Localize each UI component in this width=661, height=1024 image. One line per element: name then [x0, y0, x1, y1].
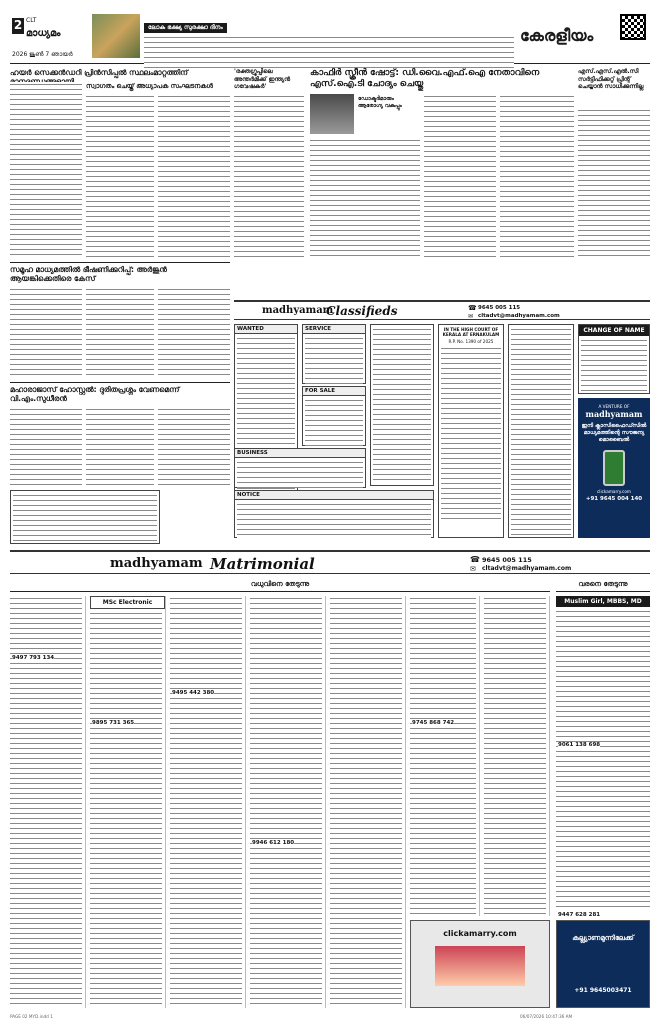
story-text-b: [424, 94, 496, 258]
matrimonial-col-8: [556, 596, 650, 916]
story-principal-transfer: [10, 68, 230, 258]
matrimonial-col-2: [90, 596, 166, 1008]
promo-text: ഇനി ക്ലാസിഫൈഡ്സിൽ മാധ്യമത്തിന്റെ സൗജന്യ മൊബൈൽ: [581, 423, 647, 443]
story-subhead-box: [86, 82, 230, 90]
teaser-text: [144, 35, 514, 69]
classified-for-sale: [302, 386, 366, 446]
masthead: [10, 12, 650, 64]
classified-notice: [234, 490, 434, 538]
teaser-title: ലോക ഭക്ഷ്യ സുരക്ഷാ ദിനം: [144, 23, 227, 33]
phone-icon: ☎: [468, 304, 477, 312]
ad-phone: +91 9645003471: [574, 987, 632, 994]
story-headline: ഹയർ സെക്കൻഡറി പ്രിൻസിപ്പൽ സ്ഥലംമാറ്റത്തിന്: [10, 68, 188, 77]
matrimonial-col-5: [330, 596, 406, 1008]
promo-partner: clickamarry.com: [596, 489, 632, 494]
teaser-box: [144, 14, 514, 58]
story-maharajas: [10, 382, 230, 486]
story-text-a: [310, 138, 420, 258]
matrimonial-phone: 9645 005 115: [482, 556, 532, 564]
matrimonial-banner: [10, 550, 650, 574]
story-text-col2: [86, 94, 154, 258]
promo-brand: madhyamam: [585, 409, 643, 419]
story-photo: [310, 94, 354, 134]
msc-header: MSc Electronic: [90, 596, 165, 609]
story-kafir-screenshot: [234, 68, 574, 258]
section-label: FOR SALE: [303, 387, 365, 396]
matrimonial-col-6: [410, 596, 480, 916]
classifieds-phone: 9645 005 115: [478, 305, 521, 311]
classifieds-promo: [578, 398, 650, 538]
story-subhead: ഡോക്ടർമാരും ആരോഗ്യ വകുപ്പും: [358, 96, 402, 109]
story-kicker-text: [234, 94, 304, 258]
contact-number: 9061 138 698: [558, 742, 601, 748]
clickamarry-ad: [410, 920, 550, 1008]
story-text: [578, 108, 650, 258]
contact-number: 9745 868 742: [412, 720, 455, 726]
paper-logo: മാധ്യമം: [26, 28, 61, 39]
story-headline: കാഫിർ സ്ക്രീൻ ഷോട്ട്: ഡി.വൈ.എഫ്.ഐ നേതാവിനെ എസ്.ഐ.ടി ചോദ്യം ചെയ്തു: [310, 68, 540, 89]
court-notice: [438, 324, 504, 538]
classified-service: [302, 324, 366, 384]
story-text-col1: [10, 82, 82, 258]
classifieds-banner: [234, 300, 650, 320]
qr-code-icon: [620, 14, 646, 40]
matrimonial-title: Matrimonial: [210, 555, 315, 573]
promo-title: A VENTURE OF: [598, 404, 630, 409]
contact-number: 9946 612 180: [252, 840, 295, 846]
story-text-b: [86, 407, 154, 487]
phone-icon: ☎: [470, 555, 480, 564]
contact-number: 9895 731 365: [92, 720, 135, 726]
section-title: കേരളീയം: [520, 26, 594, 45]
notice-header: CHANGE OF NAME: [579, 325, 649, 336]
classifieds-email: cltadvt@madhyamam.com: [478, 313, 560, 319]
matrimonial-email: cltadvt@madhyamam.com: [482, 565, 572, 572]
story-arjun-case: [10, 262, 230, 378]
story-headline: സമൂഹ മാധ്യമത്തിൽ ഭീഷണിക്കുറിപ്പ്: അർജുൻ ആയങ്കിക്കെതിരെ കേസ്: [10, 265, 167, 283]
classifieds-title: Classifieds: [326, 304, 398, 318]
contact-number: 9495 442 380: [172, 690, 215, 696]
story-sslc-certificate: [578, 68, 650, 258]
matrimonial-col-4: [250, 596, 326, 1008]
contact-number: 9447 628 281: [558, 912, 601, 918]
story-text-c: [158, 287, 230, 379]
story-text-a: [10, 287, 82, 379]
classified-misc-2: [508, 324, 574, 538]
ad-brand: clickamarry.com: [443, 929, 517, 938]
change-of-name: [578, 324, 650, 394]
story-subhead: സ്വാഗതം ചെയ്ത് അധ്യാപക സംഘടനകൾ: [86, 82, 213, 90]
matrimonial-brand: madhyamam: [110, 556, 203, 571]
story-text-c: [158, 407, 230, 487]
page-number: 2: [13, 18, 23, 32]
ad-title: കല്ല്യാണമുന്നിലേക്ക്: [572, 933, 634, 942]
story-headline: മഹാരാജാസ് ഹോസ്റ്റൽ: ദുരിതപ്രശ്നം വേണമെന്ന് വി.എം.സുധീരൻ: [10, 385, 180, 403]
story-text-c: [500, 94, 574, 258]
story-kicker: 'രക്തഗ്രൂപ്പിലെ അന്തർമിക്ക് ഇന്ത്യൻ ഗവേഷകർ': [234, 68, 291, 90]
wanted-groom-header: വരനെ തേടുന്നു: [556, 580, 650, 592]
small-notice-box: [10, 490, 160, 544]
mail-icon: ✉: [470, 565, 476, 573]
section-label: WANTED: [235, 325, 297, 334]
matrimonial-col-3: [170, 596, 246, 1008]
story-text-b: [86, 287, 154, 379]
classifieds-brand: madhyamam: [262, 305, 334, 316]
matrimonial-col-7: [484, 596, 550, 916]
phone-mockup: [603, 450, 625, 486]
story-text-col3: [158, 94, 230, 258]
classified-business: [234, 448, 366, 488]
promo-phone: +91 9645 004 140: [585, 496, 643, 502]
footer-left: PAGE 02 MYD.indd 1: [10, 1014, 53, 1019]
contact-number: 9497 793 134: [12, 655, 55, 661]
story-text-a: [10, 407, 82, 487]
section-label: NOTICE: [235, 491, 433, 500]
wanted-bride-header: വധുവിനെ തേടുന്നു: [10, 580, 550, 592]
footer-right: 06/07/2026 10:47:36 AM: [520, 1014, 573, 1019]
court-header: IN THE HIGH COURT OF KERALA AT ERNAKULAM: [442, 327, 500, 337]
edition-label: CLT: [26, 17, 37, 24]
court-sub: R.P. No. 1390 of 2025: [448, 339, 494, 344]
story-headline: എസ്.എസ്.എൽ.സി സർട്ടിഫിക്കറ്റ് പ്രിന്റ് ചെയ്യാൻ സാധിക്കുന്നില്ല: [578, 68, 644, 90]
mbbs-header: Muslim Girl, MBBS, MD: [556, 596, 650, 607]
classifieds-grid: [234, 324, 650, 538]
teaser-photo: [92, 14, 140, 58]
date-line: 2026 ജൂൺ 7 ഞായർ: [12, 51, 73, 58]
section-label: BUSINESS: [235, 449, 365, 458]
mail-icon: ✉: [468, 313, 474, 320]
classified-misc-1: [370, 324, 434, 486]
madhyamam-ad: [556, 920, 650, 1008]
section-label: SERVICE: [303, 325, 365, 334]
